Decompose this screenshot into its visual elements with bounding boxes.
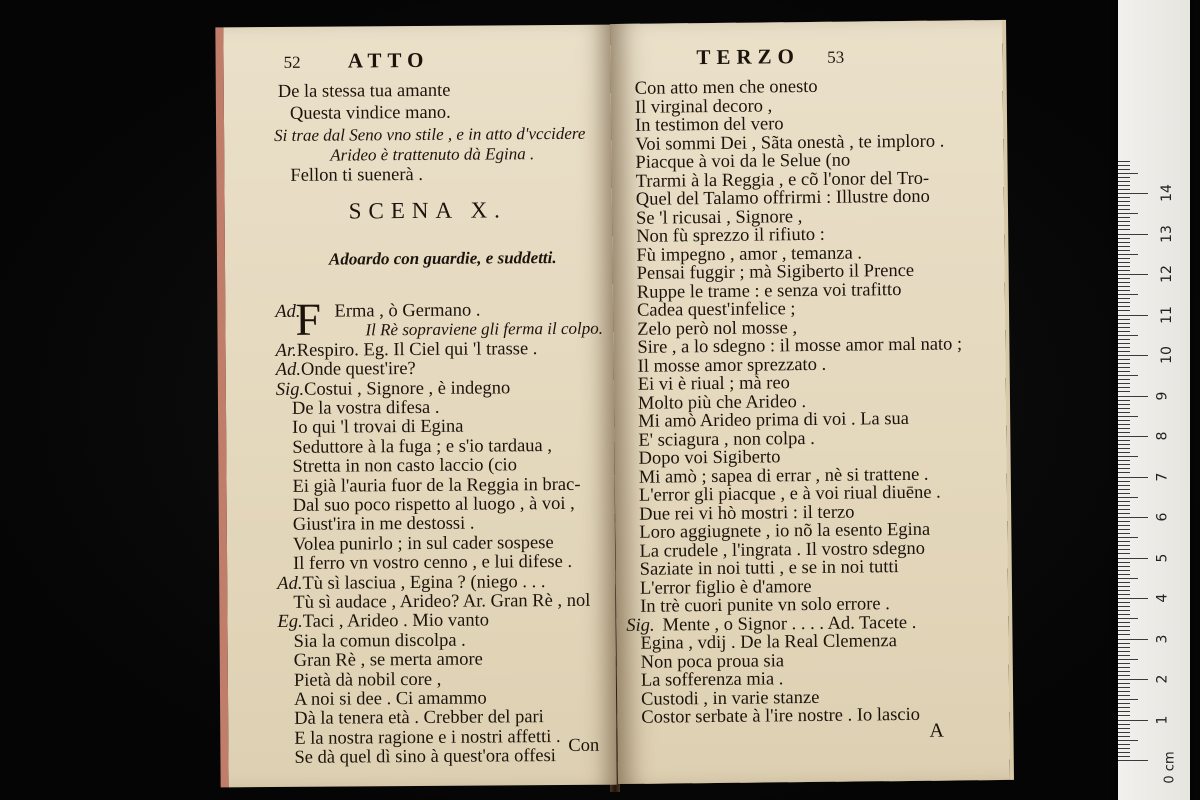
ruler-tick	[1118, 493, 1130, 494]
ruler-tick	[1118, 177, 1130, 178]
dialogue-text: Onde quest'ire?	[300, 359, 416, 380]
ruler-tick	[1118, 553, 1130, 554]
ruler-tick	[1118, 655, 1130, 656]
ruler-tick	[1118, 497, 1138, 498]
ruler-tick	[1118, 691, 1130, 692]
ruler-tick	[1118, 639, 1148, 640]
ruler-number: 3	[1154, 634, 1171, 643]
ruler-number: 13	[1158, 224, 1175, 243]
ruler-tick	[1118, 310, 1130, 311]
dialogue-text: Seduttore à la fuga ; e s'io tardaua ,	[292, 435, 553, 458]
dialogue-text: Tù sì lasciua , Egina ? (niego . . .	[302, 571, 546, 594]
ruler-tick	[1118, 161, 1130, 162]
ruler-number: 5	[1154, 553, 1171, 562]
ruler-tick	[1118, 626, 1130, 627]
ruler-tick	[1118, 282, 1130, 283]
ruler-tick	[1118, 351, 1130, 352]
speaker-label: Ad.	[277, 573, 303, 594]
speaker-label: Sig.	[626, 615, 655, 636]
dialogue-text: A noi si dee . Ci amammo	[293, 688, 487, 710]
dialogue-line	[276, 340, 538, 360]
dialogue-line	[292, 399, 440, 419]
ruler-tick	[1118, 647, 1130, 648]
ruler-tick	[1118, 225, 1130, 226]
ruler-tick	[1118, 209, 1130, 210]
ruler-tick	[1118, 371, 1130, 372]
dialogue-text: De la vostra difesa .	[291, 397, 440, 419]
line-text: E' sciagura , non colpa .	[638, 428, 815, 451]
ruler-tick	[1118, 699, 1138, 700]
ruler-tick	[1118, 238, 1130, 239]
ruler-tick	[1118, 614, 1130, 615]
ruler-tick	[1118, 181, 1130, 182]
ruler-tick	[1118, 185, 1130, 186]
ruler-tick	[1118, 420, 1130, 421]
line-text: Fù impegno , amor , temanza .	[636, 242, 863, 266]
ruler-tick	[1118, 306, 1130, 307]
line-text: Saziate in noi tutti , e se in noi tutti	[639, 557, 899, 580]
ruler-tick	[1118, 294, 1138, 295]
ruler-tick	[1118, 221, 1130, 222]
line-text: Il mosse amor sprezzato .	[637, 354, 827, 377]
ruler-tick	[1118, 452, 1130, 453]
ruler-tick	[1118, 736, 1130, 737]
ruler-tick	[1118, 242, 1130, 243]
ruler-tick	[1118, 234, 1148, 235]
dialogue-text: Giust'ira in me destossi .	[292, 513, 475, 536]
ruler-tick	[1118, 582, 1130, 583]
ruler-tick	[1118, 760, 1148, 761]
line-text: Costor serbate à l'ire nostre . Io lascio	[641, 704, 921, 728]
ruler-tick	[1118, 416, 1138, 417]
dialogue-line	[293, 515, 475, 535]
ruler-tick	[1118, 217, 1130, 218]
right-running-head: TERZO	[696, 44, 801, 70]
right-line	[638, 355, 827, 375]
ruler-tick	[1118, 549, 1130, 550]
ruler-tick	[1118, 529, 1130, 530]
ruler-tick	[1118, 477, 1148, 478]
ruler-tick	[1118, 367, 1130, 368]
ruler-tick	[1118, 558, 1148, 559]
ruler-tick	[1118, 331, 1130, 332]
ruler-tick	[1118, 270, 1130, 271]
ruler-tick	[1118, 634, 1130, 635]
ruler-tick	[1118, 359, 1130, 360]
ruler-tick	[1118, 622, 1130, 623]
dialogue-text: Io qui 'l trovai di Egina	[292, 417, 464, 439]
signature-mark: A	[929, 719, 945, 742]
ruler-tick	[1118, 298, 1130, 299]
ruler-tick	[1118, 606, 1130, 607]
line-text: La crudele , l'ingrata . Il vostro sdegno	[639, 538, 926, 562]
line-text: Mi amò Arideo prima di voi . La sua	[638, 408, 910, 432]
ruler-tick	[1118, 266, 1130, 267]
ruler-tick	[1118, 278, 1130, 279]
ruler-tick	[1118, 695, 1130, 696]
ruler-tick	[1118, 363, 1130, 364]
left-catchword: Con	[568, 735, 600, 756]
ruler-tick	[1118, 610, 1130, 611]
ruler-tick	[1118, 339, 1130, 340]
ruler-tick	[1118, 400, 1130, 401]
line-text: Molto più che Arideo .	[637, 391, 807, 414]
ruler-tick	[1118, 355, 1148, 356]
ruler-number: 7	[1154, 472, 1171, 481]
speaker-label: Ad.	[275, 359, 302, 381]
speaker-label: Sig.	[275, 379, 305, 400]
ruler-tick	[1118, 302, 1130, 303]
ruler-tick	[1118, 586, 1130, 587]
ruler-tick	[1118, 521, 1130, 522]
ruler-tick	[1118, 744, 1130, 745]
ruler-tick	[1118, 254, 1138, 255]
ruler-tick	[1118, 651, 1130, 652]
ruler-tick	[1118, 485, 1130, 486]
line-text: Voi sommi Dei , Sãta onestà , te imploro .	[635, 131, 945, 155]
ruler-tick	[1118, 671, 1130, 672]
ruler-tick	[1118, 643, 1130, 644]
dialogue-text: Taci , Arideo . Mio vanto	[302, 610, 490, 633]
dialogue-line	[293, 553, 572, 573]
dialogue-line	[275, 302, 480, 322]
ruler-tick	[1118, 509, 1130, 510]
ruler-tick	[1118, 464, 1130, 465]
scene-subtitle: Adoardo con guardie, e suddetti.	[328, 248, 557, 269]
ruler-tick	[1118, 562, 1130, 563]
ruler-number: 8	[1154, 431, 1171, 441]
ruler-tick	[1118, 715, 1130, 716]
measuring-ruler	[1118, 0, 1190, 800]
line-text: In testimon del vero	[634, 114, 784, 136]
line-text: Dopo voi Sigiberto	[638, 447, 781, 469]
line-text: La sofferenza mia .	[640, 669, 784, 691]
ruler-tick	[1118, 590, 1130, 591]
open-book	[214, 14, 1014, 784]
ruler-tick	[1118, 574, 1130, 575]
ruler-tick	[1118, 525, 1130, 526]
dialogue-line	[292, 475, 580, 496]
ruler-tick	[1118, 315, 1148, 316]
ruler-number: 1	[1154, 715, 1171, 724]
ruler-tick	[1118, 720, 1148, 721]
ruler-tick	[1118, 189, 1130, 190]
ruler-tick	[1118, 724, 1130, 725]
ruler-number: 12	[1158, 265, 1175, 283]
right-line	[638, 429, 815, 449]
ruler-tick	[1118, 290, 1130, 291]
dialogue-line	[292, 456, 517, 476]
ruler-tick	[1118, 391, 1130, 392]
ruler-tick	[1118, 598, 1148, 599]
ruler-tick	[1118, 728, 1130, 729]
line-text: Quel del Talamo offrirmi : Illustre dono	[635, 186, 930, 210]
ruler-tick	[1118, 663, 1130, 664]
right-page-header	[696, 44, 844, 71]
line-text: L'error figlio è d'amore	[639, 576, 812, 599]
ruler-tick	[1118, 327, 1130, 328]
ruler-tick	[1118, 489, 1130, 490]
ruler-tick	[1118, 481, 1130, 482]
ruler-tick	[1118, 505, 1130, 506]
line-text: Se 'l ricusai , Signore ,	[635, 206, 803, 229]
dialogue-text: Dal suo poco rispetto al luogo , à voi ,	[292, 493, 575, 516]
ruler-tick	[1118, 319, 1130, 320]
line-text: Piacque à voi da le Selue (no	[635, 150, 851, 173]
line-text: Egina , vdij . De la Real Clemenza	[640, 631, 897, 654]
ruler-tick	[1118, 687, 1130, 688]
ruler-tick	[1118, 517, 1148, 518]
line-text: Due rei vi hò mostri : il terzo	[639, 502, 855, 525]
dialogue-line	[293, 495, 575, 515]
ruler-tick	[1118, 570, 1130, 571]
left-line-5: Fellon ti suenerà .	[290, 164, 424, 186]
ruler-tick	[1118, 732, 1130, 733]
ruler-tick	[1118, 456, 1138, 457]
line-text: Non fù sprezzo il rifiuto :	[636, 224, 825, 247]
ruler-tick	[1118, 165, 1130, 166]
line-text: In trè cuori punite vn solo errore .	[640, 594, 890, 617]
ruler-tick	[1118, 343, 1130, 344]
ruler-tick	[1118, 683, 1130, 684]
dialogue-line	[276, 379, 510, 399]
speaker-label: Ad.	[275, 301, 301, 322]
dialogue-text: Dà la tenera età . Crebber del pari	[294, 707, 544, 730]
dialogue-text: Respiro. Eg. Il Ciel qui 'l trasse .	[296, 338, 538, 361]
dialogue-line	[293, 592, 590, 613]
dialogue-text: Stretta in non casto laccio (cio	[292, 455, 517, 478]
scene-title: SCENA X.	[348, 197, 507, 224]
dialogue-text: Volea punirlo ; in sul cader sospese	[292, 532, 554, 555]
line-text: Mente , o Signor . . . . Ad. Tacete .	[662, 612, 917, 636]
line-text: Loro aggiugnete , io nõ la esento Egina	[639, 519, 931, 543]
ruler-tick	[1118, 679, 1148, 680]
ruler-tick	[1118, 213, 1138, 214]
line-text: Trarmi à la Reggia , e cõ l'onor del Tro-	[635, 168, 930, 192]
ruler-tick	[1118, 566, 1130, 567]
ruler-tick	[1118, 440, 1130, 441]
ruler-tick	[1118, 323, 1130, 324]
ruler-tick	[1118, 274, 1148, 275]
ruler-tick	[1118, 501, 1130, 502]
right-line	[641, 706, 920, 727]
ruler-tick	[1118, 444, 1130, 445]
ruler-tick	[1118, 205, 1130, 206]
left-page-header	[284, 48, 430, 74]
dialogue-line	[294, 747, 556, 767]
dialogue-line	[292, 437, 552, 457]
ruler-tick	[1118, 169, 1130, 170]
ruler-tick	[1118, 347, 1130, 348]
ruler-tick	[1118, 618, 1138, 619]
ruler-tick	[1118, 630, 1130, 631]
dialogue-text: Il Rè sopraviene gli ferma il colpo.	[365, 319, 604, 340]
drop-cap: F	[295, 293, 322, 345]
dialogue-text: Sia la comun discolpa .	[293, 630, 466, 652]
dialogue-text: Ei già l'auria fuor de la Reggia in brac-	[292, 474, 581, 497]
ruler-tick	[1118, 707, 1130, 708]
ruler-tick	[1118, 537, 1138, 538]
ruler-tick	[1118, 513, 1130, 514]
dialogue-text: Pietà dà nobil core ,	[293, 669, 442, 691]
ruler-tick	[1118, 602, 1130, 603]
ruler-tick	[1118, 375, 1138, 376]
ruler-tick	[1118, 258, 1130, 259]
ruler-tick	[1118, 533, 1130, 534]
ruler-number: 4	[1154, 593, 1171, 603]
line-text: L'error gli piacque , e à voi riual diuēne .	[638, 482, 941, 506]
ruler-tick	[1118, 408, 1130, 409]
line-text: Mi amò ; sapea di errar , nè si trattene .	[638, 464, 929, 488]
left-stage-direction-1: Si trae dal Seno vno stile , e in atto d'vccidere	[274, 123, 586, 145]
speaker-label: Eg.	[277, 612, 303, 633]
line-text: Con atto men che onesto	[634, 76, 818, 99]
ruler-tick	[1118, 659, 1138, 660]
dialogue-text: Costui , Signore , è indegno	[304, 377, 511, 400]
ruler-number: 14	[1158, 184, 1175, 202]
ruler-tick	[1118, 432, 1130, 433]
dialogue-line	[294, 709, 544, 729]
ruler-tick	[1118, 262, 1130, 263]
ruler-tick	[1118, 229, 1130, 230]
ruler-tick	[1118, 379, 1130, 380]
dialogue-line	[292, 418, 463, 438]
ruler-tick	[1118, 197, 1130, 198]
left-page	[215, 25, 616, 788]
ruler-tick	[1118, 412, 1130, 413]
line-text: Custodi , in varie stanze	[640, 687, 820, 710]
line-text: Il virginal decoro ,	[634, 95, 773, 118]
left-page-number: 52	[283, 52, 301, 72]
ruler-tick	[1118, 396, 1148, 397]
ruler-tick	[1118, 711, 1130, 712]
left-line-2: Questa vindice mano.	[289, 102, 451, 124]
line-text: Zelo però nol mosse ,	[637, 317, 798, 340]
ruler-tick	[1118, 201, 1130, 202]
ruler-tick	[1118, 460, 1130, 461]
dialogue-text: Tù sì audace , Arideo? Ar. Gran Rè , nol	[293, 590, 591, 613]
dialogue-text: Se dà quel dì sino à quest'ora offesi	[294, 746, 556, 769]
line-text: Pensai fuggir ; mà Sigiberto il Prence	[636, 260, 915, 284]
right-line	[635, 78, 818, 98]
right-page	[610, 20, 1010, 784]
ruler-tick	[1118, 448, 1130, 449]
dialogue-line	[277, 573, 545, 593]
line-text: Ei vi è riual ; mà reo	[637, 373, 790, 395]
ruler-tick	[1118, 752, 1130, 753]
ruler-tick	[1118, 578, 1138, 579]
ruler-tick	[1118, 428, 1130, 429]
dialogue-line	[365, 320, 603, 339]
ruler-tick	[1118, 740, 1138, 741]
dialogue-line	[294, 728, 560, 748]
ruler-tick	[1118, 286, 1130, 287]
ruler-tick	[1118, 472, 1130, 473]
ruler-tick	[1118, 756, 1130, 757]
ruler-tick	[1118, 541, 1130, 542]
ruler-tick	[1118, 748, 1130, 749]
ruler-tick	[1118, 424, 1130, 425]
line-text: Ruppe le trame : e senza voi trafitto	[636, 279, 902, 303]
ruler-number: 6	[1154, 512, 1171, 522]
line-text: Cadea quest'infelice ;	[636, 299, 796, 321]
dialogue-text: E la nostra ragione e i nostri affetti .	[294, 726, 561, 749]
dialogue-line	[276, 360, 416, 379]
ruler-tick	[1118, 335, 1138, 336]
ruler-tick	[1118, 246, 1130, 247]
left-line-1: De la stessa tua amante	[277, 80, 451, 102]
ruler-number: 11	[1158, 305, 1175, 324]
ruler-number: 10	[1158, 346, 1175, 364]
line-text: Sire , a lo sdegno : il mosse amor mal nato ;	[637, 334, 963, 358]
ruler-tick	[1118, 436, 1148, 437]
left-running-head: ATTO	[347, 47, 430, 73]
ruler-tick	[1118, 468, 1130, 469]
dialogue-text: Il ferro vn vostro cenno , e lui difese .	[293, 552, 573, 575]
dialogue-text: Gran Rè , se merta amore	[293, 649, 483, 672]
ruler-tick	[1118, 594, 1130, 595]
dialogue-line	[294, 651, 483, 671]
ruler-tick	[1118, 545, 1130, 546]
ruler-tick	[1118, 250, 1130, 251]
dialogue-line	[294, 631, 466, 651]
ruler-tick	[1118, 675, 1130, 676]
dialogue-line	[293, 534, 554, 554]
dialogue-line	[277, 612, 489, 632]
ruler-tick	[1118, 667, 1130, 668]
line-text: Non poca proua sia	[640, 650, 785, 673]
ruler-number: 2	[1154, 674, 1171, 684]
ruler-tick	[1118, 173, 1138, 174]
ruler-tick	[1118, 404, 1130, 405]
ruler-unit-label: 0 cm	[1162, 751, 1178, 784]
right-page-number: 53	[827, 47, 845, 67]
speaker-label: Ar.	[275, 340, 297, 361]
dialogue-line	[294, 670, 442, 690]
left-stage-direction-2: Arideo è trattenuto dà Egina .	[330, 144, 535, 165]
ruler-tick	[1118, 383, 1130, 384]
dialogue-line	[294, 690, 487, 710]
ruler-tick	[1118, 193, 1148, 194]
ruler-tick	[1118, 387, 1130, 388]
dialogue-text: Erma , ò Germano .	[334, 300, 481, 322]
ruler-tick	[1118, 703, 1130, 704]
ruler-number: 9	[1154, 391, 1171, 400]
